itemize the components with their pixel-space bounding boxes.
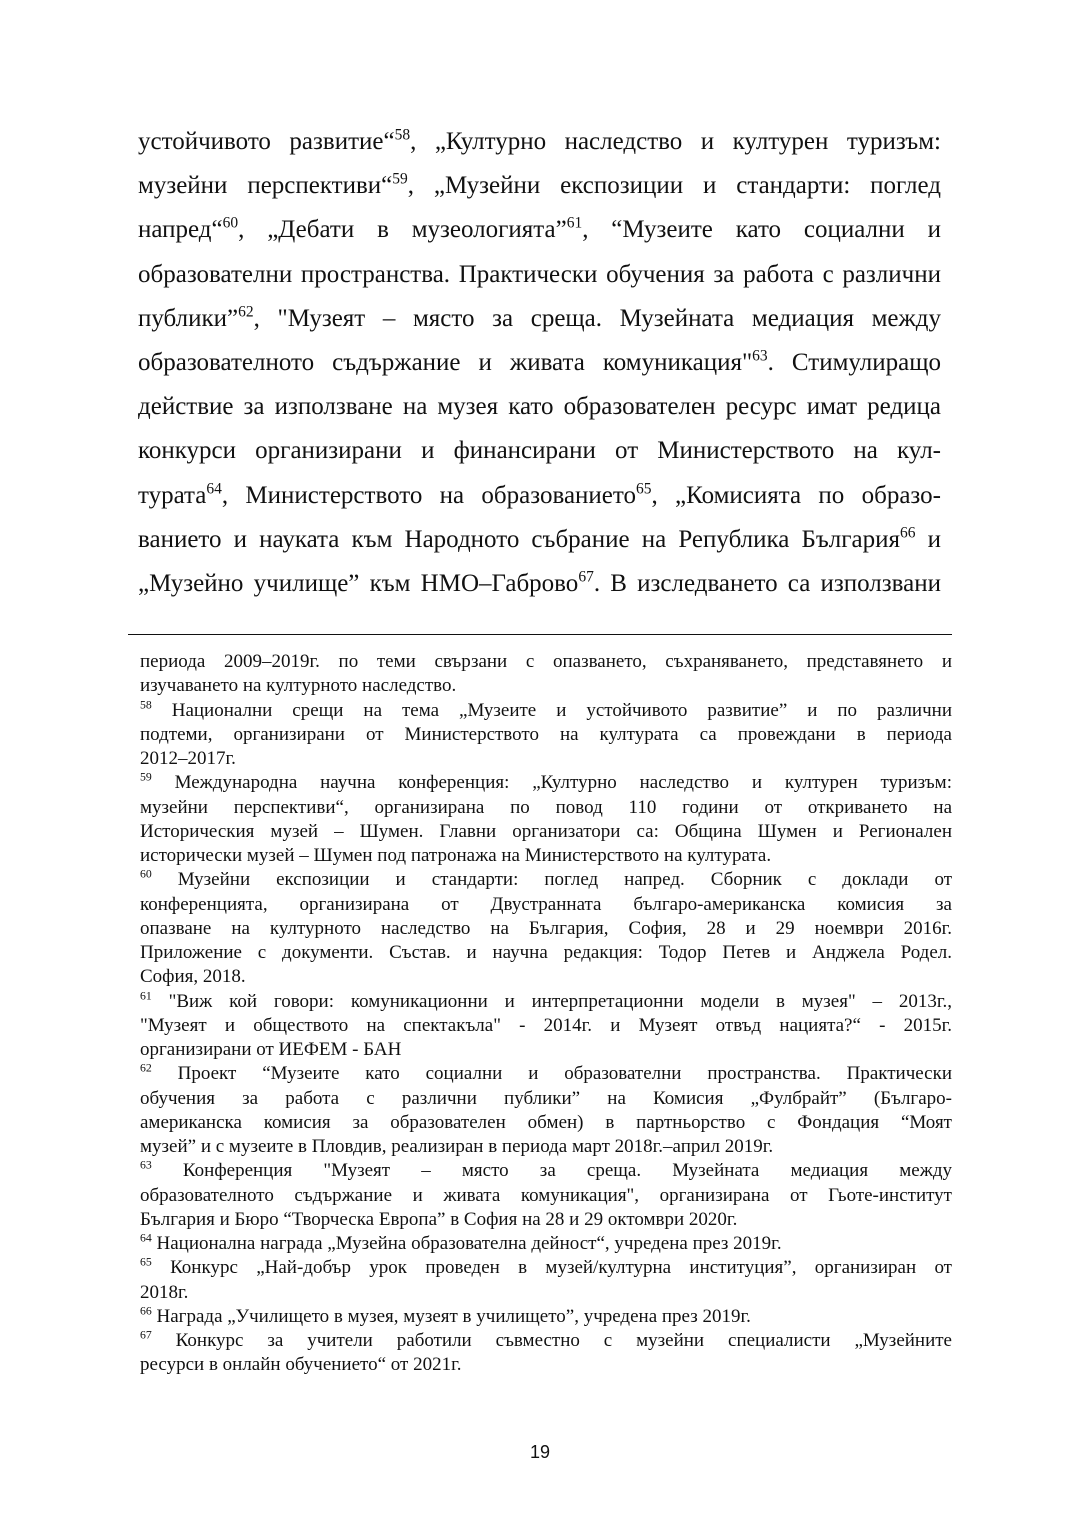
text-run: конкурси организирани и финансирани от Министерството на кул- [138,437,941,465]
body-line [138,172,941,202]
footnote-ref: 58 [140,699,152,712]
text-run: Проект “Музеите като социални и образователни пространства. Практически [151,1063,952,1085]
footnote-ref: 66 [140,1305,152,1318]
text-run: Конференция "Музеят – място за среща. Музейната медиация между [151,1160,952,1182]
text-run: 2018г. [140,1281,189,1303]
text-run: Национални срещи на тема „Музеите и устойчивото развитие” и по различни [151,699,952,721]
body-line [138,261,941,291]
text-run: Музейни експозиции и стандарти: поглед напред. Сборник с доклади от [151,869,952,891]
text-run: периода 2009–2019г. по теми свързани с опазването, съхраняването, представянето и [140,651,952,672]
footnote-line [140,1330,952,1353]
footnote-line [140,1233,952,1256]
text-run: , „Културно наследство и културен туризъм: [410,128,941,155]
text-run: , „Музейни експозиции и стандарти: поглед [407,172,941,200]
footnote-ref: 61 [140,990,152,1003]
footnote-line [140,1160,952,1183]
text-run: . В изследването са използвани [593,570,941,597]
text-run: , Министерството на образованието [221,481,636,509]
footnote-ref: 59 [392,172,408,188]
footnote-line [140,1354,952,1377]
footnote-line [140,1063,952,1086]
footnote-ref: 64 [206,481,222,498]
footnote-line [140,1306,952,1329]
footnote-line [140,1039,952,1062]
footnote-ref: 59 [140,772,152,784]
text-run: Приложение с документи. Състав. и научна редакция: Тодор Петев и Анджела Родел. [140,942,952,963]
body-line [138,349,941,379]
footnote-line [140,821,952,844]
body-line [138,216,941,246]
text-run: американска комисия за образователен обмен) в партньорство с Фондация “Моят [140,1111,952,1133]
footnote-ref: 65 [140,1257,152,1269]
text-run: организирани от ИЕФЕМ - БАН [140,1039,402,1060]
footnote-line [140,1112,952,1135]
body-line [138,305,941,335]
text-run: музейни перспективи“, организирана по повод 110 години от откриването на [140,796,952,818]
body-line [138,437,941,467]
text-run: музейни перспективи“ [138,172,393,200]
text-run: Награда „Училището в музея, музеят в училището”, учредена през 2019г. [151,1305,751,1327]
footnote-line [140,1185,952,1208]
footnote-line [140,675,952,698]
text-run: , „Дебати в музеологията” [238,216,567,244]
footnote-ref: 63 [140,1160,152,1172]
text-run: публики” [138,304,239,332]
footnote-ref: 66 [900,525,916,542]
footnote-ref: 67 [140,1330,152,1342]
text-run: музей” и с музеите в Пловдив, реализиран в периода март 2018г.–април 2019г. [140,1136,774,1157]
text-run: "Музеят и обществото на спектакъла" - 2014г. и Музеят отвъд нацията?“ - 2015г. [140,1014,952,1036]
footnote-line [140,651,952,674]
text-run: „Музейно училище” към НМО–Габрово [138,570,579,597]
text-run: Историческия музей – Шумен. Главни организатори са: Община Шумен и Регионален [140,820,952,842]
page-number: 19 [529,1442,551,1462]
footnote-ref: 63 [752,349,768,365]
footnote-line [140,700,952,723]
footnote-line [140,1257,952,1280]
text-run: ванието и науката към Народното събрание на Република България [138,525,900,553]
footnote-line [140,918,952,941]
text-run: исторически музей – Шумен под патронажа на Министерството на културата. [140,845,772,866]
footnote-line [140,1088,952,1111]
footnote-ref: 62 [238,304,254,321]
text-run: Конкурс „Най-добър урок проведен в музей/културна институция”, организиран от [151,1257,952,1279]
body-line [138,570,941,600]
text-run: България и Бюро “Творческа Европа” в София на 28 и 29 октомври 2020г. [140,1208,738,1230]
text-run: и [915,525,941,553]
body-line [138,482,941,512]
footnote-ref: 58 [394,128,411,144]
footnote-line [140,991,952,1014]
text-run: , "Музеят – място за среща. Музейната медиация между [253,304,941,332]
text-run: изучаването на културното наследство. [140,675,457,697]
footnote-line [140,1015,952,1038]
text-run: образователни пространства. Практически обучения за работа с различни [138,260,941,288]
footnote-line [140,966,952,989]
body-line [138,526,941,556]
footnote-line [140,869,952,892]
text-run: Международна научна конференция: „Културно наследство и културен туризъм: [151,772,952,794]
footnote-line [140,1136,952,1159]
footnote-ref: 60 [222,216,239,233]
text-run: действие за използване на музея като образователен ресурс имат редица [138,393,941,421]
text-run: , “Музеите като социални и [582,216,941,244]
footnote-line [140,845,952,868]
text-run: . Стимулиращо [767,349,941,376]
footnote-line [140,942,952,965]
text-run: образователното съдържание и живата комуникация" [138,349,753,376]
footnote-ref: 64 [140,1233,152,1245]
text-run: образователното съдържание и живата комуникация", организирана от Гьоте-институт [140,1184,952,1206]
footnote-line [140,772,952,795]
text-run: опазване на културното наследство на България, София, 28 и 29 ноември 2016г. [140,917,952,939]
footnote-line [140,894,952,917]
footnote-ref: 60 [140,869,152,881]
text-run: напред“ [138,216,223,244]
footnote-ref: 65 [636,481,652,498]
text-run: конференцията, организирана от Двустранната българо-американска комисия за [140,893,952,915]
text-run: подтеми, организирани от Министерството на културата са провеждани в периода [140,723,952,745]
text-run: турата [138,481,207,509]
text-run: Конкурс за учители работили съвместно с музейни специалисти „Музейните [151,1330,952,1351]
text-run: устойчивото развитие“ [138,128,395,155]
footnote-ref: 61 [566,216,583,233]
text-run: ресурси в онлайн обучението“ от 2021г. [140,1354,462,1376]
footnote-line [140,724,952,747]
footnote-ref: 62 [140,1063,152,1075]
footnote-line [140,1282,952,1305]
text-run: "Виж кой говори: комуникационни и интерпретационни модели в музея" – 2013г., [151,990,952,1012]
footnote-line [140,797,952,820]
body-line [138,128,941,158]
body-line [138,393,941,423]
text-run: , „Комисията по образо- [651,481,941,509]
footnote-line [140,1209,952,1232]
footnote-separator [128,634,952,635]
text-run: 2012–2017г. [140,748,236,769]
text-run: Национална награда „Музейна образователна дейност“, учредена през 2019г. [151,1233,782,1254]
footnote-line [140,748,952,771]
footnote-ref: 67 [578,570,594,586]
text-run: София, 2018. [140,966,246,988]
text-run: обучения за работа с различни публики” на Комисия „Фулбрайт” (Българо- [140,1087,952,1109]
